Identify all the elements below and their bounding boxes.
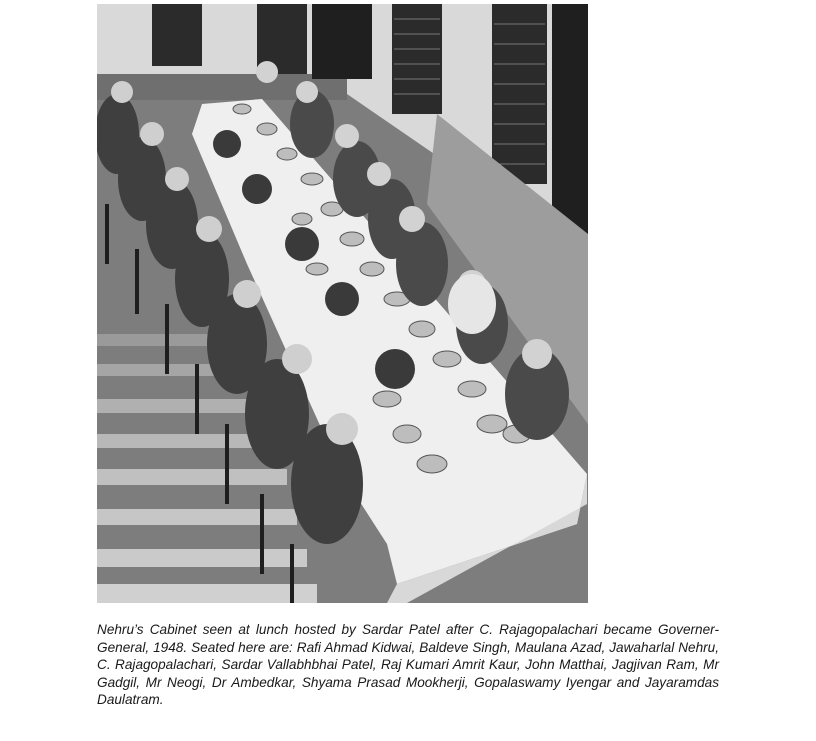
white-dressed-figure [448, 274, 496, 334]
photo-caption: Nehru’s Cabinet seen at lunch hosted by Sardar Patel after C. Rajagopalachari became Governer-General, 1948. Seated here are: Rafi Ahmad Kidwai, Baldeve Singh, Maulana Azad, Jawaharlal Nehru, C. Rajagopalachari, Sardar Vallabhbhai Patel, Raj Kumari Amrit Kaur, John Matthai, Jagjivan Ram, Mr Gadgil, Mr Neogi, Dr Ambedkar, Shyama Prasad Mookherji, Gopalaswamy Iyengar and Jayaramdas Daulatram. [97, 622, 719, 707]
photograph-cabinet-lunch [97, 4, 588, 603]
photograph-illustration [97, 4, 588, 603]
